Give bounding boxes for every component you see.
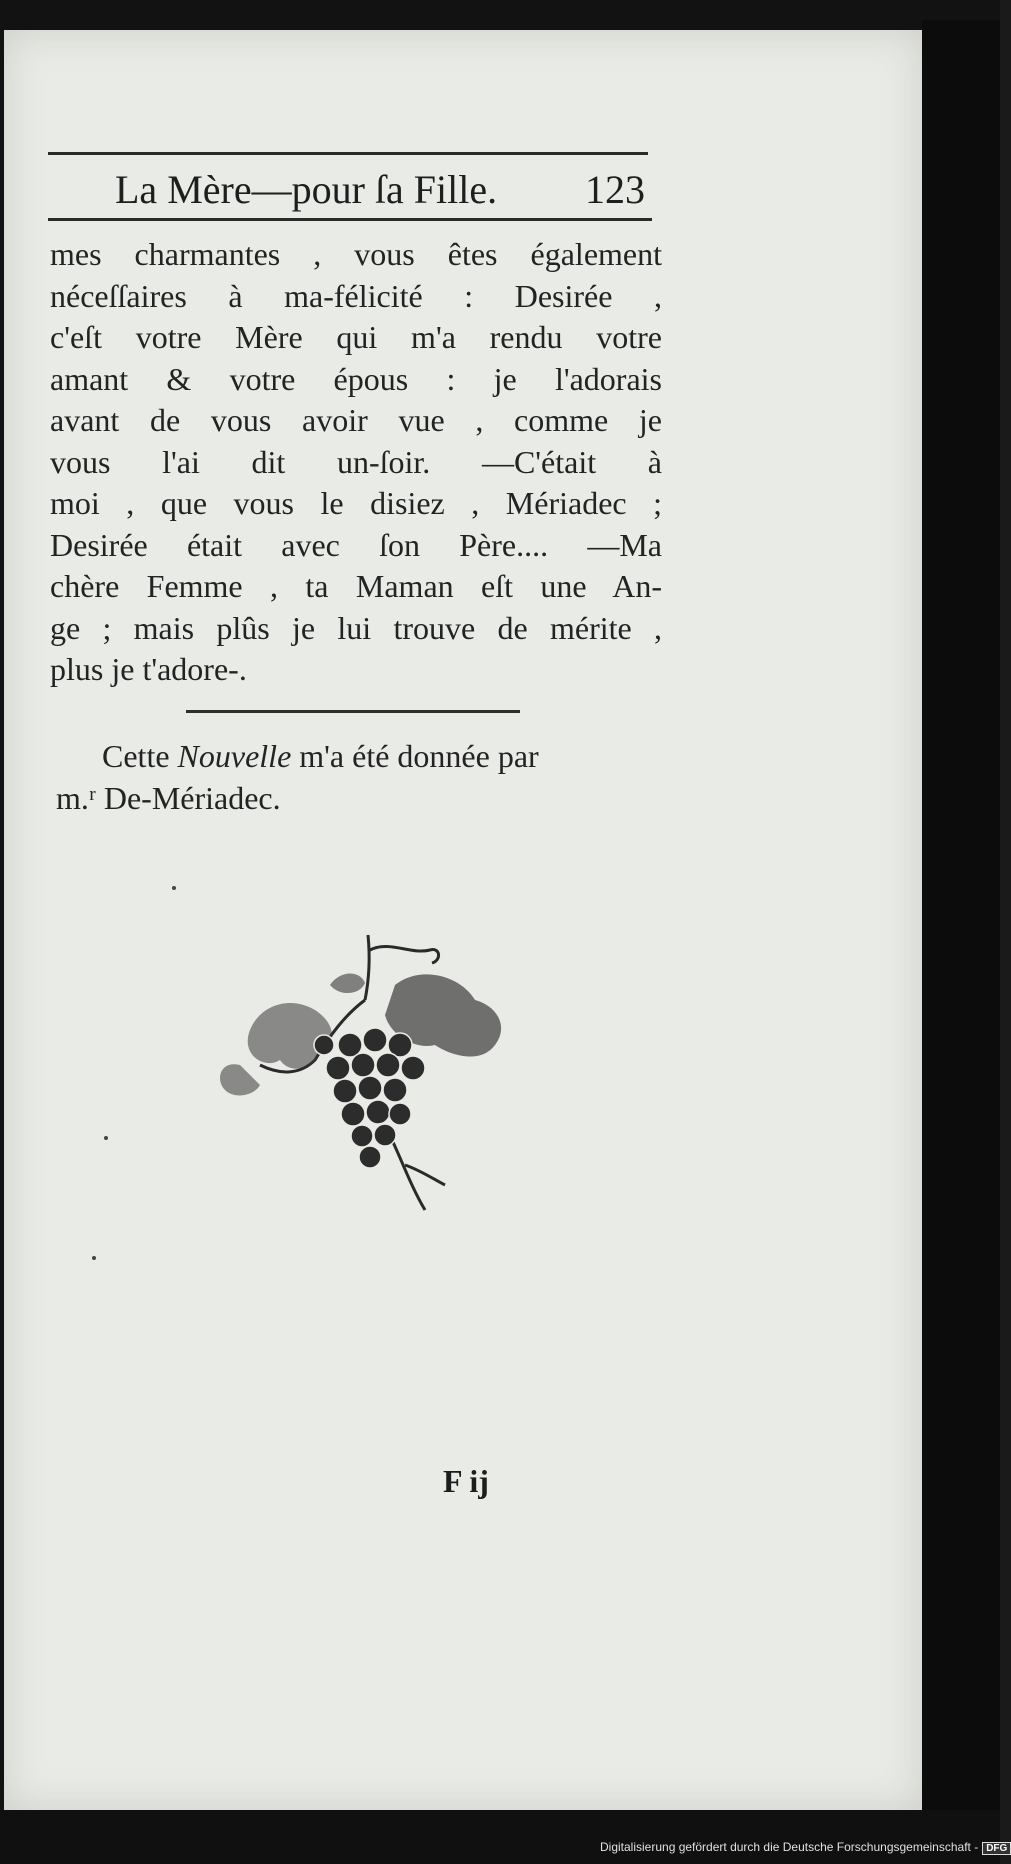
text-line: avant de vous avoir vue , comme je [50,402,662,438]
text-line: plus je t'adore-. [50,651,247,687]
paper-speck [92,1256,96,1260]
text-line: néceſſaires à ma-félicité : Desirée , [50,277,662,314]
text-line: c'eſt votre Mère qui m'a rendu votre [50,319,662,355]
source-note-line-2: m.ʳ De-Mériadec. [56,780,281,816]
signature-mark: F ij [443,1463,489,1499]
credit-text: Digitalisierung gefördert durch die Deutsche Forschungsgemeinschaft - [600,1840,979,1854]
text-line: moi , que vous le disiez , Mériadec ; [50,485,662,521]
source-note-line-1 [56,735,668,777]
body-text [50,234,662,691]
scan-right-edge [922,20,1000,1830]
running-head [115,166,655,216]
text-line: amant & votre épous : je l'adorais [50,360,662,397]
text-line: chère Femme , ta Maman eſt une An- [50,568,662,604]
section-separator-rule [186,710,520,713]
paper-speck [104,1136,108,1140]
running-head-title: La Mère—pour ſa Fille. [115,167,498,212]
paper-speck [172,886,176,890]
dfg-logo: DFG [982,1842,1011,1855]
text-line: ge ; mais plûs je lui trouve de mérite , [50,609,662,646]
source-note [56,735,668,819]
text-line: Desirée était avec ſon Père.... —Ma [50,526,662,563]
text-line: vous l'ai dit un-ſoir. —C'était à [50,443,662,480]
header-rule-top [48,152,648,155]
header-rule-bottom [48,218,652,221]
source-note-suffix: m'a été donnée par [299,738,539,774]
page-number: 123 [585,167,645,212]
grape-vine-ornament-icon [220,925,560,1225]
source-note-prefix: Cette [102,738,170,774]
text-line: mes charmantes , vous êtes également [50,236,662,272]
digitization-credit [600,1840,1008,1860]
source-note-italic-word: Nouvelle [177,738,292,774]
